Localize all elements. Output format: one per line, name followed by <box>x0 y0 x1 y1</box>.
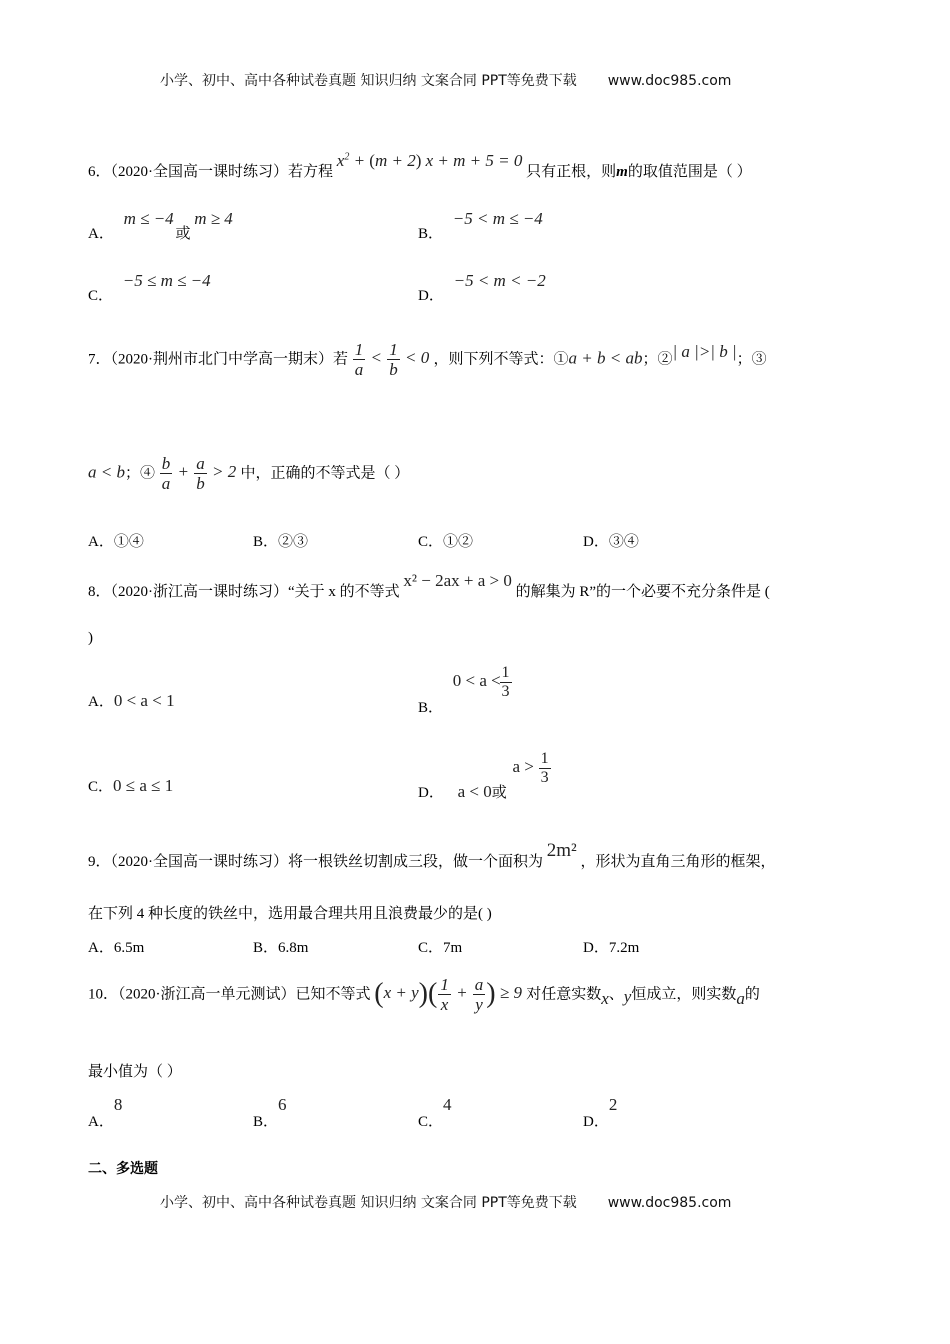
q9-option-b-letter: B． <box>253 940 279 956</box>
q7-option-d[interactable] <box>583 530 639 551</box>
q6-option-c-expr: −5 ≤ m ≤ −4 <box>122 271 211 290</box>
q10-tail-b: 恒成立，则实数 <box>631 986 737 1003</box>
q10-var-x: x <box>601 989 609 1009</box>
q7-ineq1: a + b < ab <box>568 348 643 368</box>
q10-number: 10． <box>88 986 119 1003</box>
q7-option-c-text: ①② <box>443 534 474 550</box>
q7-option-c-letter: C． <box>418 534 444 550</box>
q10-var-a: a <box>736 989 745 1009</box>
q7-end: 中，正确的不等式是（ ） <box>240 465 410 482</box>
q8-option-a-letter: A． <box>88 694 114 710</box>
q10-tail-a: 对任意实数 <box>526 986 602 1003</box>
q8-inequality: x² − 2ax + a > 0 <box>403 571 512 590</box>
q6-option-d[interactable] <box>418 271 546 305</box>
q9-option-b[interactable] <box>253 936 308 957</box>
q6-tail-var: m <box>616 164 628 180</box>
question-10 <box>88 975 760 1014</box>
q6-option-a-conj: 或 <box>175 226 191 242</box>
q7-option-d-letter: D． <box>583 534 609 550</box>
q9-option-b-text: 6.8m <box>278 940 309 956</box>
q9-number: 9． <box>88 854 111 870</box>
q6-option-d-letter: D． <box>418 288 444 304</box>
q8-option-b-fraction: $\frac{1}{3}$ <box>501 664 510 700</box>
q7-option-b-text: ②③ <box>278 534 309 550</box>
q8-option-d-text1: a < 0 <box>457 781 492 801</box>
q7-condition: $\frac{1}{a}$ < $\frac{1}{b}$ < 0 <box>354 340 434 379</box>
q8-option-d-fraction: $\frac{1}{3}$ <box>540 750 549 786</box>
q7-number: 7． <box>88 351 111 368</box>
q6-option-b[interactable] <box>418 209 543 243</box>
q10-option-b[interactable] <box>253 1095 287 1131</box>
q10-option-d-letter: D． <box>583 1114 609 1130</box>
q9-option-c-text: 7m <box>443 940 463 956</box>
q6-equation: $x^2 + (m + 2) x + m + 5 = 0$ <box>336 151 523 170</box>
q6-option-a-expr2: m ≥ 4 <box>194 209 233 228</box>
q8-tail: 的解集为 R”的一个必要不充分条件是 ( <box>515 584 770 600</box>
q10-source: （2020·浙江高一单元测试）已知不等式 <box>118 986 371 1003</box>
footer-site-link[interactable]: www.doc985.com <box>607 1195 732 1211</box>
q8-option-b-text: 0 < a < <box>452 670 501 690</box>
q10-option-b-text: 6 <box>278 1095 287 1114</box>
q9-option-d[interactable] <box>583 936 639 957</box>
q6-tail-b: 的取值范围是（ ） <box>627 164 752 180</box>
footer-banner-text: 小学、初中、高中各种试卷真题 知识归纳 文案合同 PPT等免费下载 <box>160 1195 577 1211</box>
q8-option-b-letter: B． <box>418 699 444 716</box>
q6-option-a-expr1: m ≤ −4 <box>123 209 174 228</box>
q9-option-d-text: 7.2m <box>608 940 640 956</box>
q7-ineq4: $\frac{b}{a}$ + $\frac{a}{b}$ > 2 <box>161 454 241 493</box>
q10-sep: 、 <box>608 986 624 1003</box>
q7-option-a[interactable] <box>88 530 144 551</box>
q9-option-a-letter: A． <box>88 940 114 956</box>
q8-source: （2020·浙江高一课时练习）“关于 x 的不等式 <box>110 584 400 600</box>
q6-option-a[interactable] <box>88 209 233 243</box>
q6-option-c-letter: C． <box>88 288 114 304</box>
q9-line2: 在下列 4 种长度的铁丝中，选用最合理共用且浪费最少的是( ) <box>88 906 492 922</box>
q10-option-d[interactable] <box>583 1095 618 1131</box>
q10-option-a-letter: A． <box>88 1114 114 1130</box>
q10-line2: 最小值为（ ） <box>88 1064 182 1080</box>
q7-ineq3: a < b <box>88 462 125 482</box>
q6-number: 6． <box>88 164 111 180</box>
q7-option-a-text: ①④ <box>113 534 144 550</box>
q6-option-a-letter: A． <box>88 226 114 242</box>
q7-option-b-letter: B． <box>253 534 279 550</box>
q7-source: （2020·荆州市北门中学高一期末）若 <box>110 351 349 368</box>
q7-option-b[interactable] <box>253 530 308 551</box>
question-9 <box>88 840 776 872</box>
q10-option-d-text: 2 <box>608 1095 618 1114</box>
q10-option-c-text: 4 <box>443 1095 452 1114</box>
q8-option-a-text: 0 < a < 1 <box>113 691 175 710</box>
header-banner-text: 小学、初中、高中各种试卷真题 知识归纳 文案合同 PPT等免费下载 <box>160 73 577 89</box>
q8-option-d[interactable] <box>418 750 549 801</box>
q10-tail-c: 的 <box>744 986 760 1003</box>
q7-ineq2: | a |>| b | <box>672 342 737 362</box>
q7-tail: ，则下列不等式：① <box>433 351 569 368</box>
q7-option-c[interactable] <box>418 530 473 551</box>
q9-option-d-letter: D． <box>583 940 609 956</box>
header-banner <box>160 70 731 90</box>
question-6 <box>88 151 752 181</box>
q8-option-c[interactable] <box>88 775 173 796</box>
q7-option-d-text: ③④ <box>608 534 639 550</box>
q7-sep2: ；② <box>642 351 673 368</box>
question-7-line2 <box>88 454 409 493</box>
q9-source: （2020·全国高一课时练习）将一根铁丝切割成三段，做一个面积为 <box>110 854 544 870</box>
q10-option-a-text: 8 <box>113 1095 123 1114</box>
q10-option-b-letter: B． <box>253 1114 279 1130</box>
q8-close-paren: ) <box>88 630 93 646</box>
q8-option-c-letter: C． <box>88 779 114 795</box>
q7-sep4: ；④ <box>124 465 155 482</box>
q8-number: 8． <box>88 584 111 600</box>
header-site-link[interactable]: www.doc985.com <box>607 73 732 89</box>
section-2-heading: 二、多选题 <box>88 1161 158 1177</box>
q10-option-c-letter: C． <box>418 1114 444 1130</box>
q6-tail-a: 只有正根，则 <box>526 164 617 180</box>
q8-option-d-letter: D． <box>418 784 444 801</box>
q6-option-d-expr: −5 < m < −2 <box>453 271 546 290</box>
q7-option-a-letter: A． <box>88 534 114 550</box>
q9-option-c-letter: C． <box>418 940 444 956</box>
q6-option-c[interactable] <box>88 271 211 305</box>
q10-option-a[interactable] <box>88 1095 123 1131</box>
q10-option-c[interactable] <box>418 1095 452 1131</box>
question-8 <box>88 571 770 601</box>
q8-option-d-conj: 或 <box>491 784 507 801</box>
q7-sep3: ；③ <box>736 351 767 368</box>
q8-option-b[interactable] <box>418 664 513 716</box>
q6-option-b-letter: B． <box>418 226 444 242</box>
q8-option-d-text2: a > <box>512 756 534 776</box>
footer-banner <box>160 1192 731 1212</box>
q6-option-b-expr: −5 < m ≤ −4 <box>452 209 543 228</box>
q8-option-c-text: 0 ≤ a ≤ 1 <box>113 776 174 795</box>
q9-option-c[interactable] <box>418 936 462 957</box>
q9-tail: ，形状为直角三角形的框架， <box>580 854 776 870</box>
question-7 <box>88 340 767 379</box>
q10-inequality: (x + y)( $\frac{1}{x}$ + $\frac{a}{y}$ ) ≥ 9 <box>374 975 527 1014</box>
q6-source: （2020·全国高一课时练习）若方程 <box>110 164 334 180</box>
q9-option-a-text: 6.5m <box>113 940 145 956</box>
q9-option-a[interactable] <box>88 936 144 957</box>
q9-area: 2m² <box>546 840 577 861</box>
q10-var-y: y <box>623 987 632 1007</box>
q8-option-a[interactable] <box>88 690 175 711</box>
